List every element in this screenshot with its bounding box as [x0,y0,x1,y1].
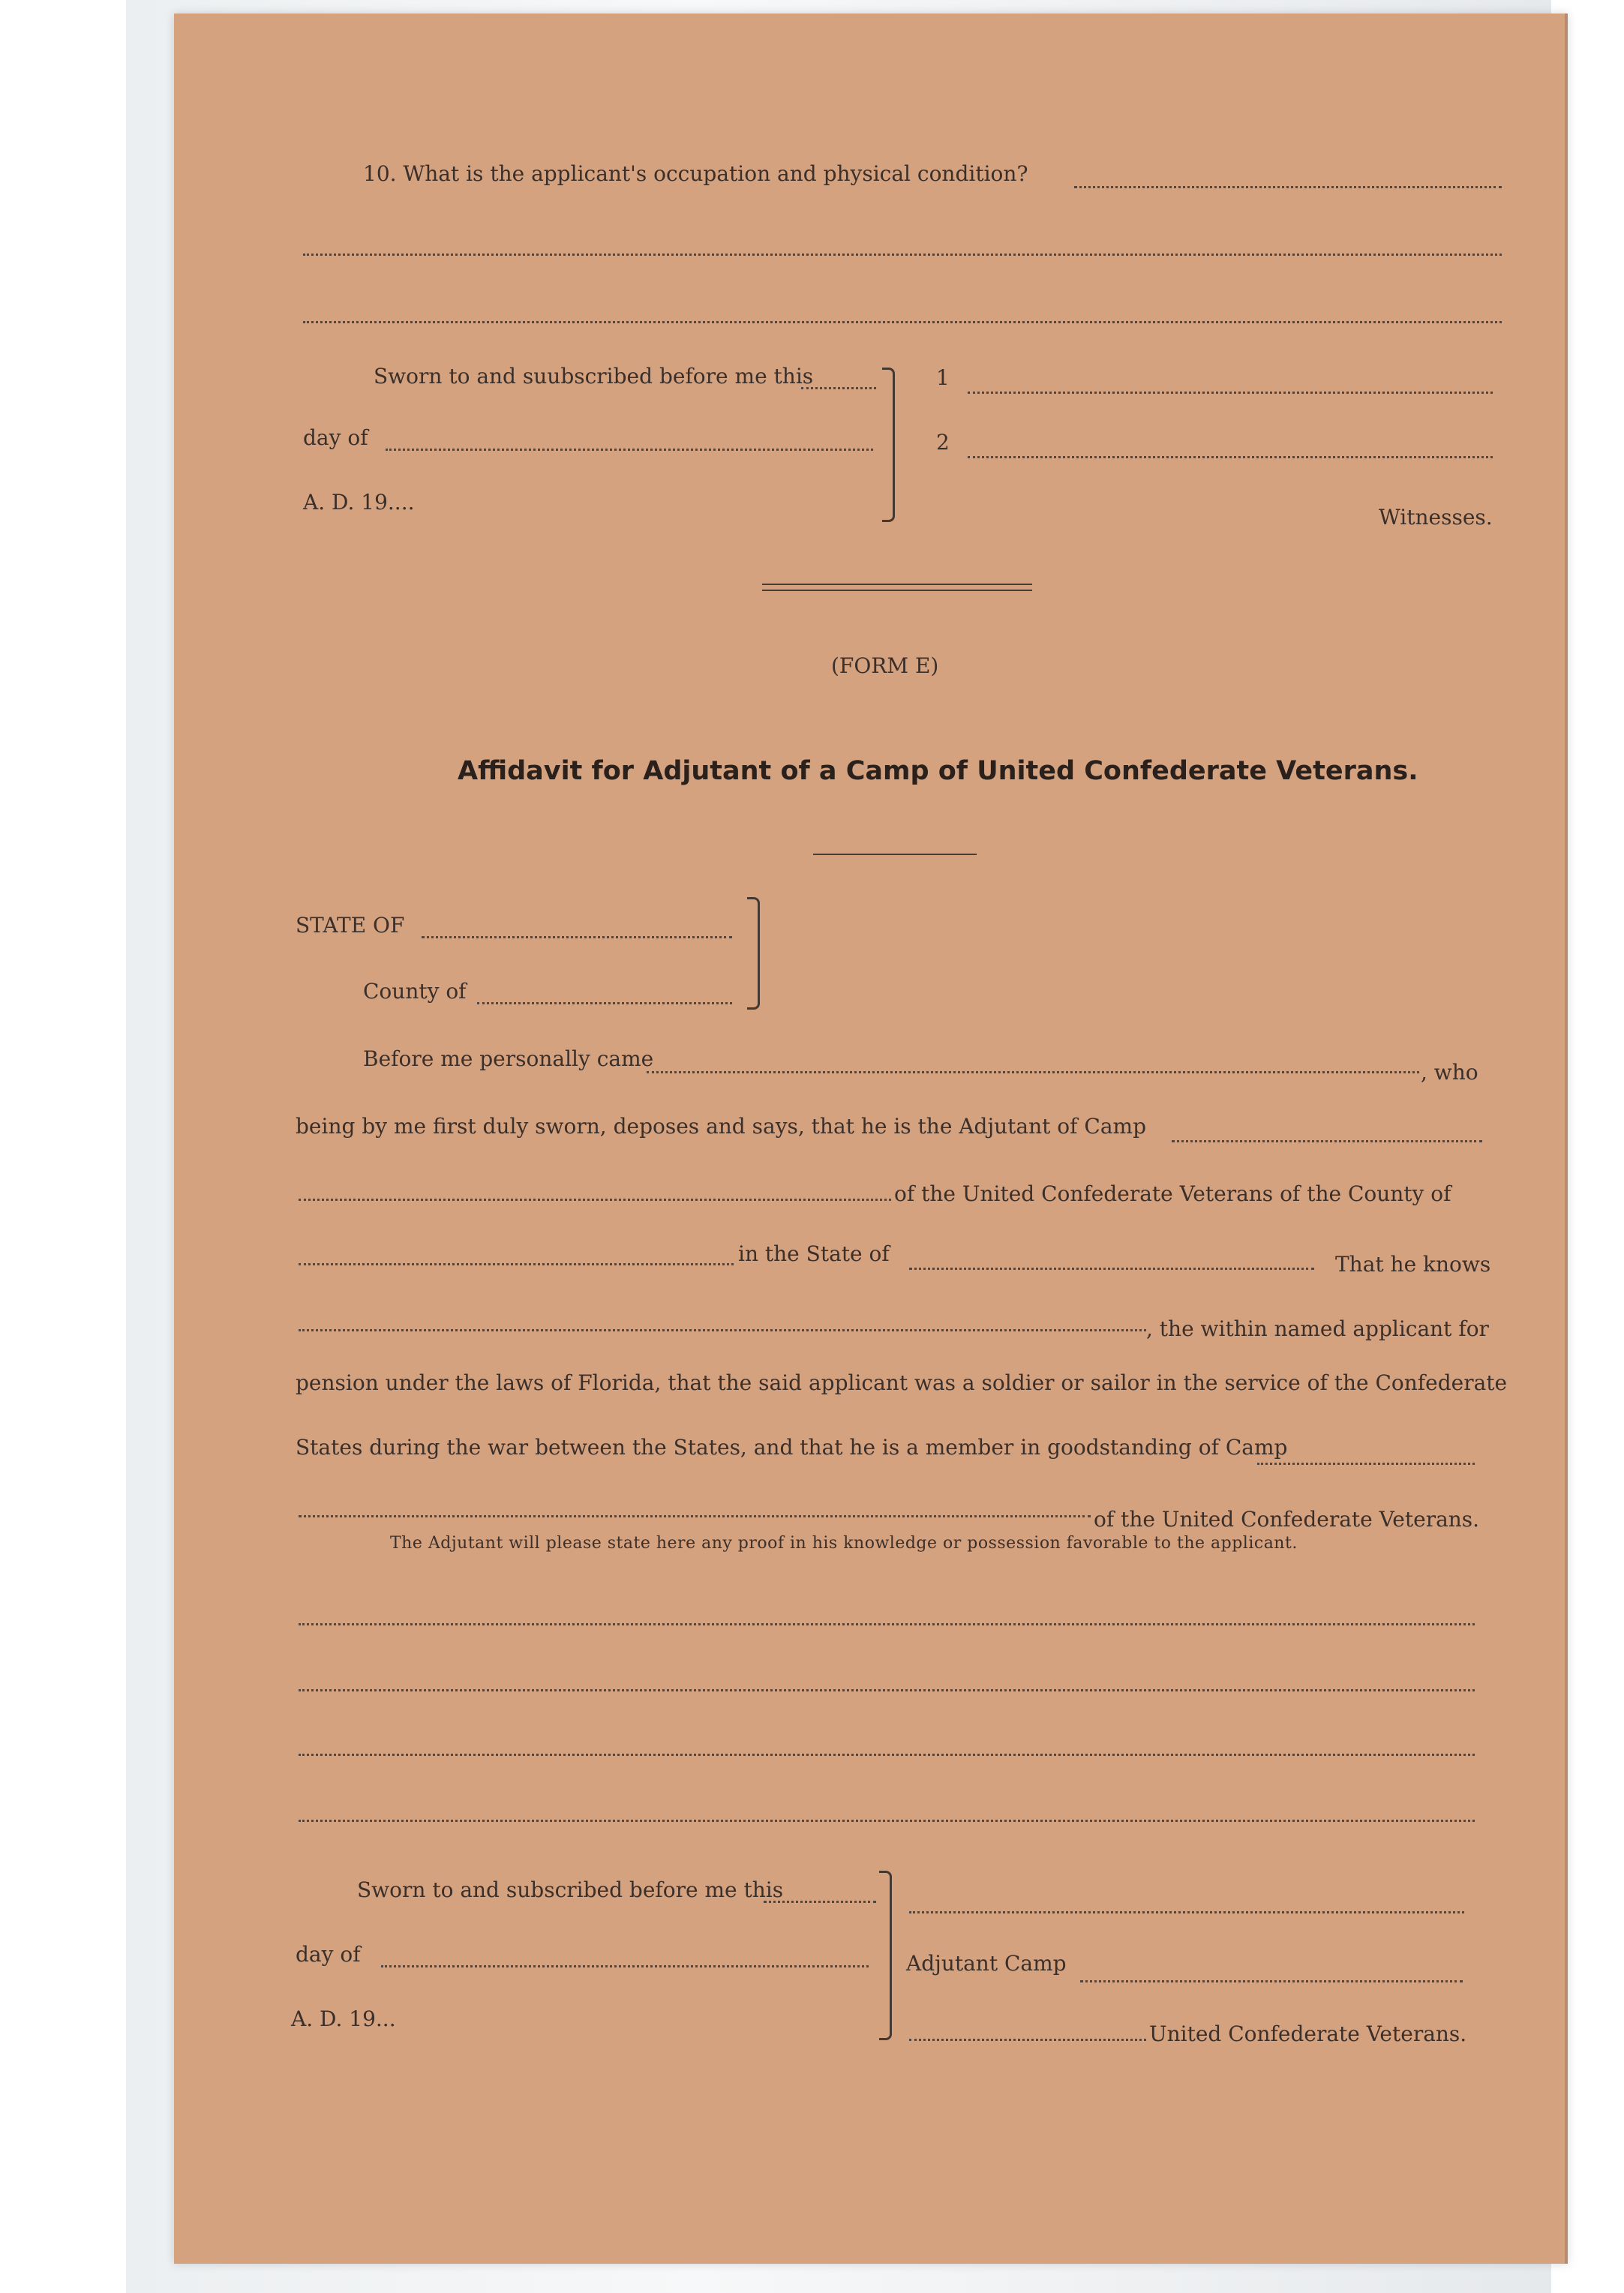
body-line-8: of the United Confederate Veterans. [1094,1507,1480,1532]
document-page [174,14,1568,2264]
body-line-2: being by me first duly sworn, deposes and says, that he is the Adjutant of Camp [296,1114,1146,1139]
title-rule [813,854,977,855]
day-of-label-2: day of [296,1942,361,1967]
signature-line [909,1911,1464,1913]
ucv-label: United Confederate Veterans. [1149,2021,1467,2046]
witness-1-number: 1 [936,365,950,390]
witness-2-number: 2 [936,430,950,455]
body-line-4a: in the State of [738,1241,890,1266]
blank-line [381,1965,869,1967]
form-title: Affidavit for Adjutant of a Camp of United Confederate Veterans. [458,756,1418,786]
body-line-3: of the United Confederate Veterans of the County of [894,1181,1451,1206]
adjutant-note: The Adjutant will please state here any proof in his knowledge or possession favorable to the applicant. [390,1534,1298,1553]
blank-line [801,387,876,389]
body-line-5: , the within named applicant for [1146,1316,1489,1341]
sworn-text: Sworn to and suubscribed before me this [374,364,814,389]
answer-line [1074,186,1502,188]
body-line-6: pension under the laws of Florida, that the said applicant was a soldier or sailor in the service of the Confederate [296,1370,1508,1395]
witnesses-label: Witnesses. [1379,505,1493,530]
answer-line [303,321,1502,323]
blank-line [299,1329,1146,1331]
ad-year-2: A. D. 19... [291,2006,396,2031]
ad-year: A. D. 19.... [303,490,415,515]
blank-line [909,1268,1314,1270]
brace [882,368,895,522]
proof-line [299,1820,1475,1822]
separator-rule [762,584,1032,585]
witness-1-line [968,392,1493,394]
answer-line [303,254,1502,256]
blank-line [299,1199,891,1201]
county-of-label: County of [363,979,467,1004]
blank-line [386,449,873,451]
brace [747,897,760,1010]
blank-line [299,1263,734,1265]
blank-line [422,936,732,938]
adjutant-camp-label: Adjutant Camp [906,1951,1067,1976]
question-10: 10. What is the applicant's occupation and physical condition? [363,161,1028,186]
proof-line [299,1689,1475,1691]
blank-line [909,2039,1146,2041]
blank-line [764,1901,876,1903]
proof-line [299,1754,1475,1756]
blank-line [1172,1140,1482,1142]
blank-line [299,1515,1091,1517]
body-line-4b: That he knows [1335,1252,1491,1277]
blank-line [477,1002,732,1004]
body-line-7: States during the war between the States, and that he is a member in goodstanding of Camp [296,1435,1288,1460]
blank-line [1257,1463,1475,1465]
state-of-label: STATE OF [296,913,405,938]
brace [879,1871,892,2040]
separator-rule [762,590,1032,591]
body-line-1a: Before me personally came [363,1046,654,1071]
body-line-1b: , who [1421,1060,1478,1085]
blank-line [647,1071,1419,1073]
day-of-label: day of [303,425,368,450]
blank-line [1080,1980,1463,1982]
proof-line [299,1623,1475,1625]
sworn-text-2: Sworn to and subscribed before me this [357,1877,784,1902]
form-label: (FORM E) [831,653,939,678]
witness-2-line [968,456,1493,458]
